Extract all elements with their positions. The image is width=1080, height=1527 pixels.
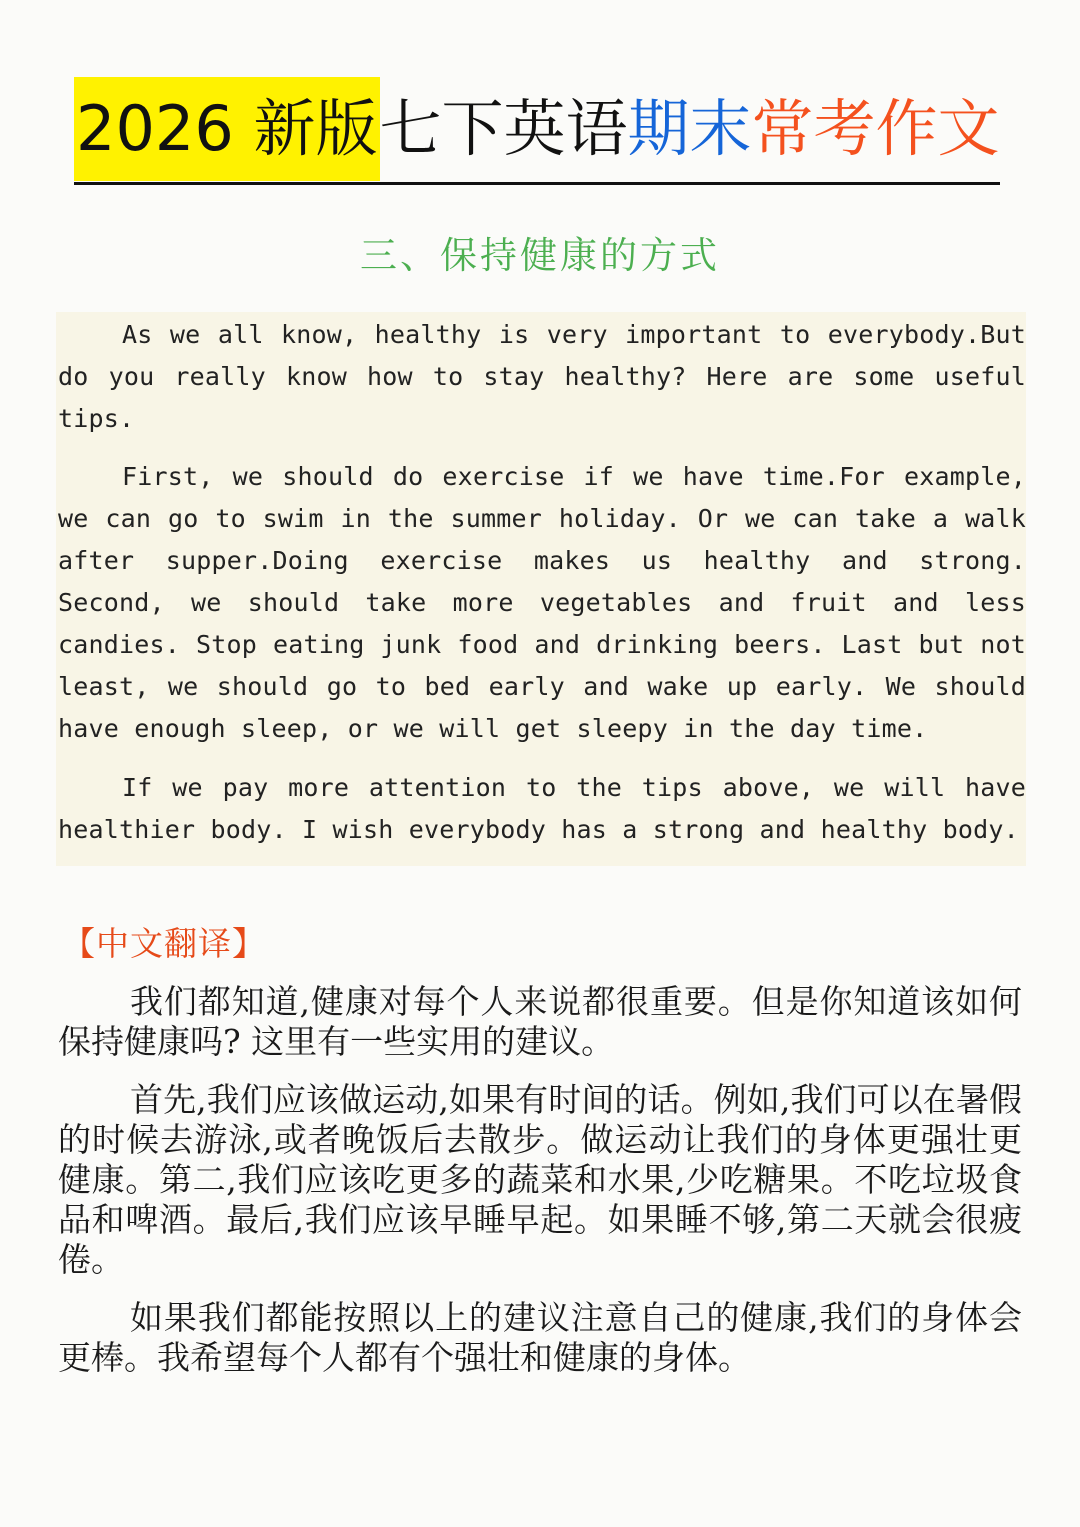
english-paragraph-1: As we all know, healthy is very important to everybody.But do you really know how to stay healthy? Here are some useful tips.: [58, 320, 1026, 433]
english-paragraph-3: If we pay more attention to the tips above, we will have healthier body. I wish everybody has a strong and healthy body.: [58, 773, 1026, 844]
chinese-paragraph-1: 我们都知道,健康对每个人来说都很重要。但是你知道该如何保持健康吗? 这里有一些实用的建议。: [58, 982, 1022, 1061]
chinese-paragraph-3: 如果我们都能按照以上的建议注意自己的健康,我们的身体会更棒。我希望每个人都有个强壮和健康的身体。: [58, 1298, 1022, 1377]
page-title: [74, 76, 1000, 185]
title-term: 期末: [627, 92, 752, 165]
english-paragraph-2: First, we should do exercise if we have time.For example, we can go to swim in the summer holiday. Or we can take a walk after supper.Doing exercise makes us healthy and strong. Second, we should take more vegetables and fruit and less candies. Stop eating junk food and drinking beers. Last but not least, we should go to bed early and wake up early. We should have enough sleep, or we will get sleepy in the day time.: [58, 462, 1026, 743]
section-subtitle: 三、保持健康的方式: [360, 234, 720, 277]
chinese-paragraph-2: 首先,我们应该做运动,如果有时间的话。例如,我们可以在暑假的时候去游泳,或者晚饭后去散步。做运动让我们的身体更强壮更健康。第二,我们应该吃更多的蔬菜和水果,少吃糖果。不吃垃圾食品和啤酒。最后,我们应该早睡早起。如果睡不够,第二天就会很疲倦。: [58, 1080, 1022, 1279]
translation-heading: 【中文翻译】: [62, 924, 266, 963]
title-topic: 常考作文: [751, 92, 1000, 165]
title-edition: 2026 新版: [74, 77, 380, 181]
title-grade-subject: 七下英语: [379, 92, 628, 165]
